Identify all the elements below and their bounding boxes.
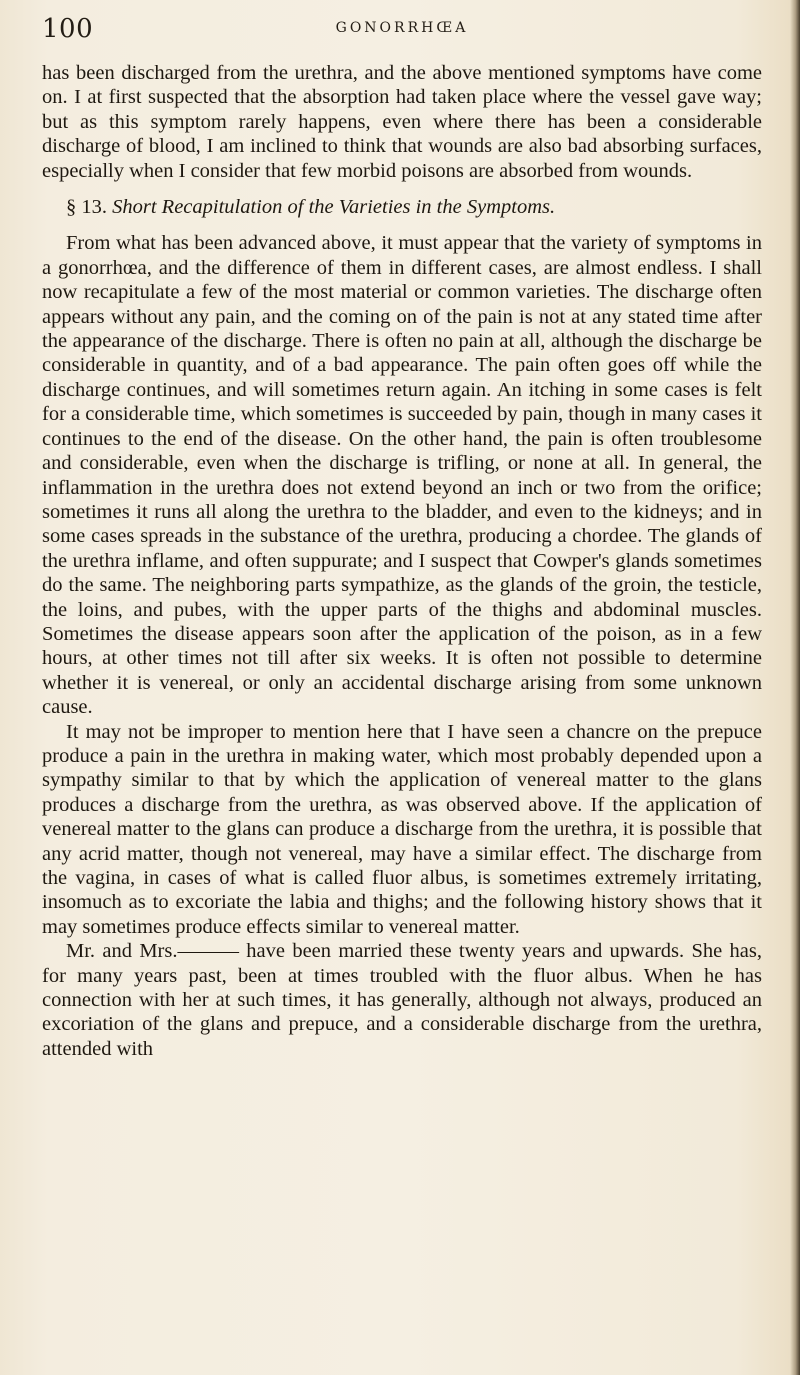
body-text [42,61,762,1061]
section-heading [42,195,762,219]
paragraph: Mr. and Mrs.——— have been married these twenty years and upwards. She has, for many years past, been at times troubled with the fluor albus. When he has connection with her at such times, it has generally, although not always, produced an excoriation of the glans and prepuce, and a considerable discharge from the urethra, attended with [42,940,762,1060]
opening-paragraph: has been discharged from the urethra, and the above mentioned symptoms have come on. I at first suspected that the absorption had taken place where the vessel gave way; but as this symptom rarely happens, even where there has been a considerable discharge of blood, I am inclined to think that wounds are also bad absorbing surfaces, especially when I consider that few morbid poisons are absorbed from wounds. [42,62,762,182]
paragraph: It may not be improper to mention here that I have seen a chancre on the prepuce produce a pain in the urethra in making water, which most probably depended upon a sympathy similar to that by which the application of venereal matter to the glans produces a discharge from the urethra, as was observed above. If the application of venereal matter to the glans can produce a discharge from the urethra, it is possible that any acrid matter, though not venereal, may have a similar effect. The discharge from the vagina, in cases of what is called fluor albus, is sometimes extremely irritating, insomuch as to excoriate the labia and thighs; and the following history shows that it may sometimes produce effects similar to venereal matter. [42,720,762,938]
page-header [42,14,762,48]
paragraph: From what has been advanced above, it must appear that the variety of symptoms in a gonorrhœa, and the difference of them in different cases, are almost endless. I shall now recapitulate a few of the most material or common varieties. The discharge often appears without any pain, and the coming on of the pain is not at any stated time after the appearance of the discharge. There is often no pain at all, although the discharge be considerable in quantity, and of a bad appearance. The pain often goes off while the discharge continues, and will sometimes return again. An itching in some cases is felt for a considerable time, which sometimes is succeeded by pain, though in many cases it continues to the end of the disease. On the other hand, the pain is often troublesome and considerable, even when the discharge is trifling, or none at all. In general, the inflammation in the urethra does not extend beyond an inch or two from the orifice; sometimes it runs all along the urethra to the bladder, and even to the kidneys; and in some cases spreads in the substance of the urethra, producing a chordee. The glands of the urethra inflame, and often suppurate; and I suspect that Cowper's glands sometimes do the same. The neighboring parts sympathize, as the glands of the groin, the testicle, the loins, and pubes, with the upper parts of the thighs and abdominal muscles. Sometimes the disease appears soon after the application of the poison, as in a few hours, at other times not till after six weeks. It is often not possible to determine whether it is venereal, or only an accidental discharge arising from some unknown cause. [42,232,762,719]
section-title: Short Recapitulation of the Varieties in the Symptoms. [112,196,556,219]
running-head: GONORRHŒA [335,20,469,36]
section-number: § 13. [66,196,107,219]
page-number: 100 [42,14,94,44]
page-edge-shadow [790,0,800,1375]
